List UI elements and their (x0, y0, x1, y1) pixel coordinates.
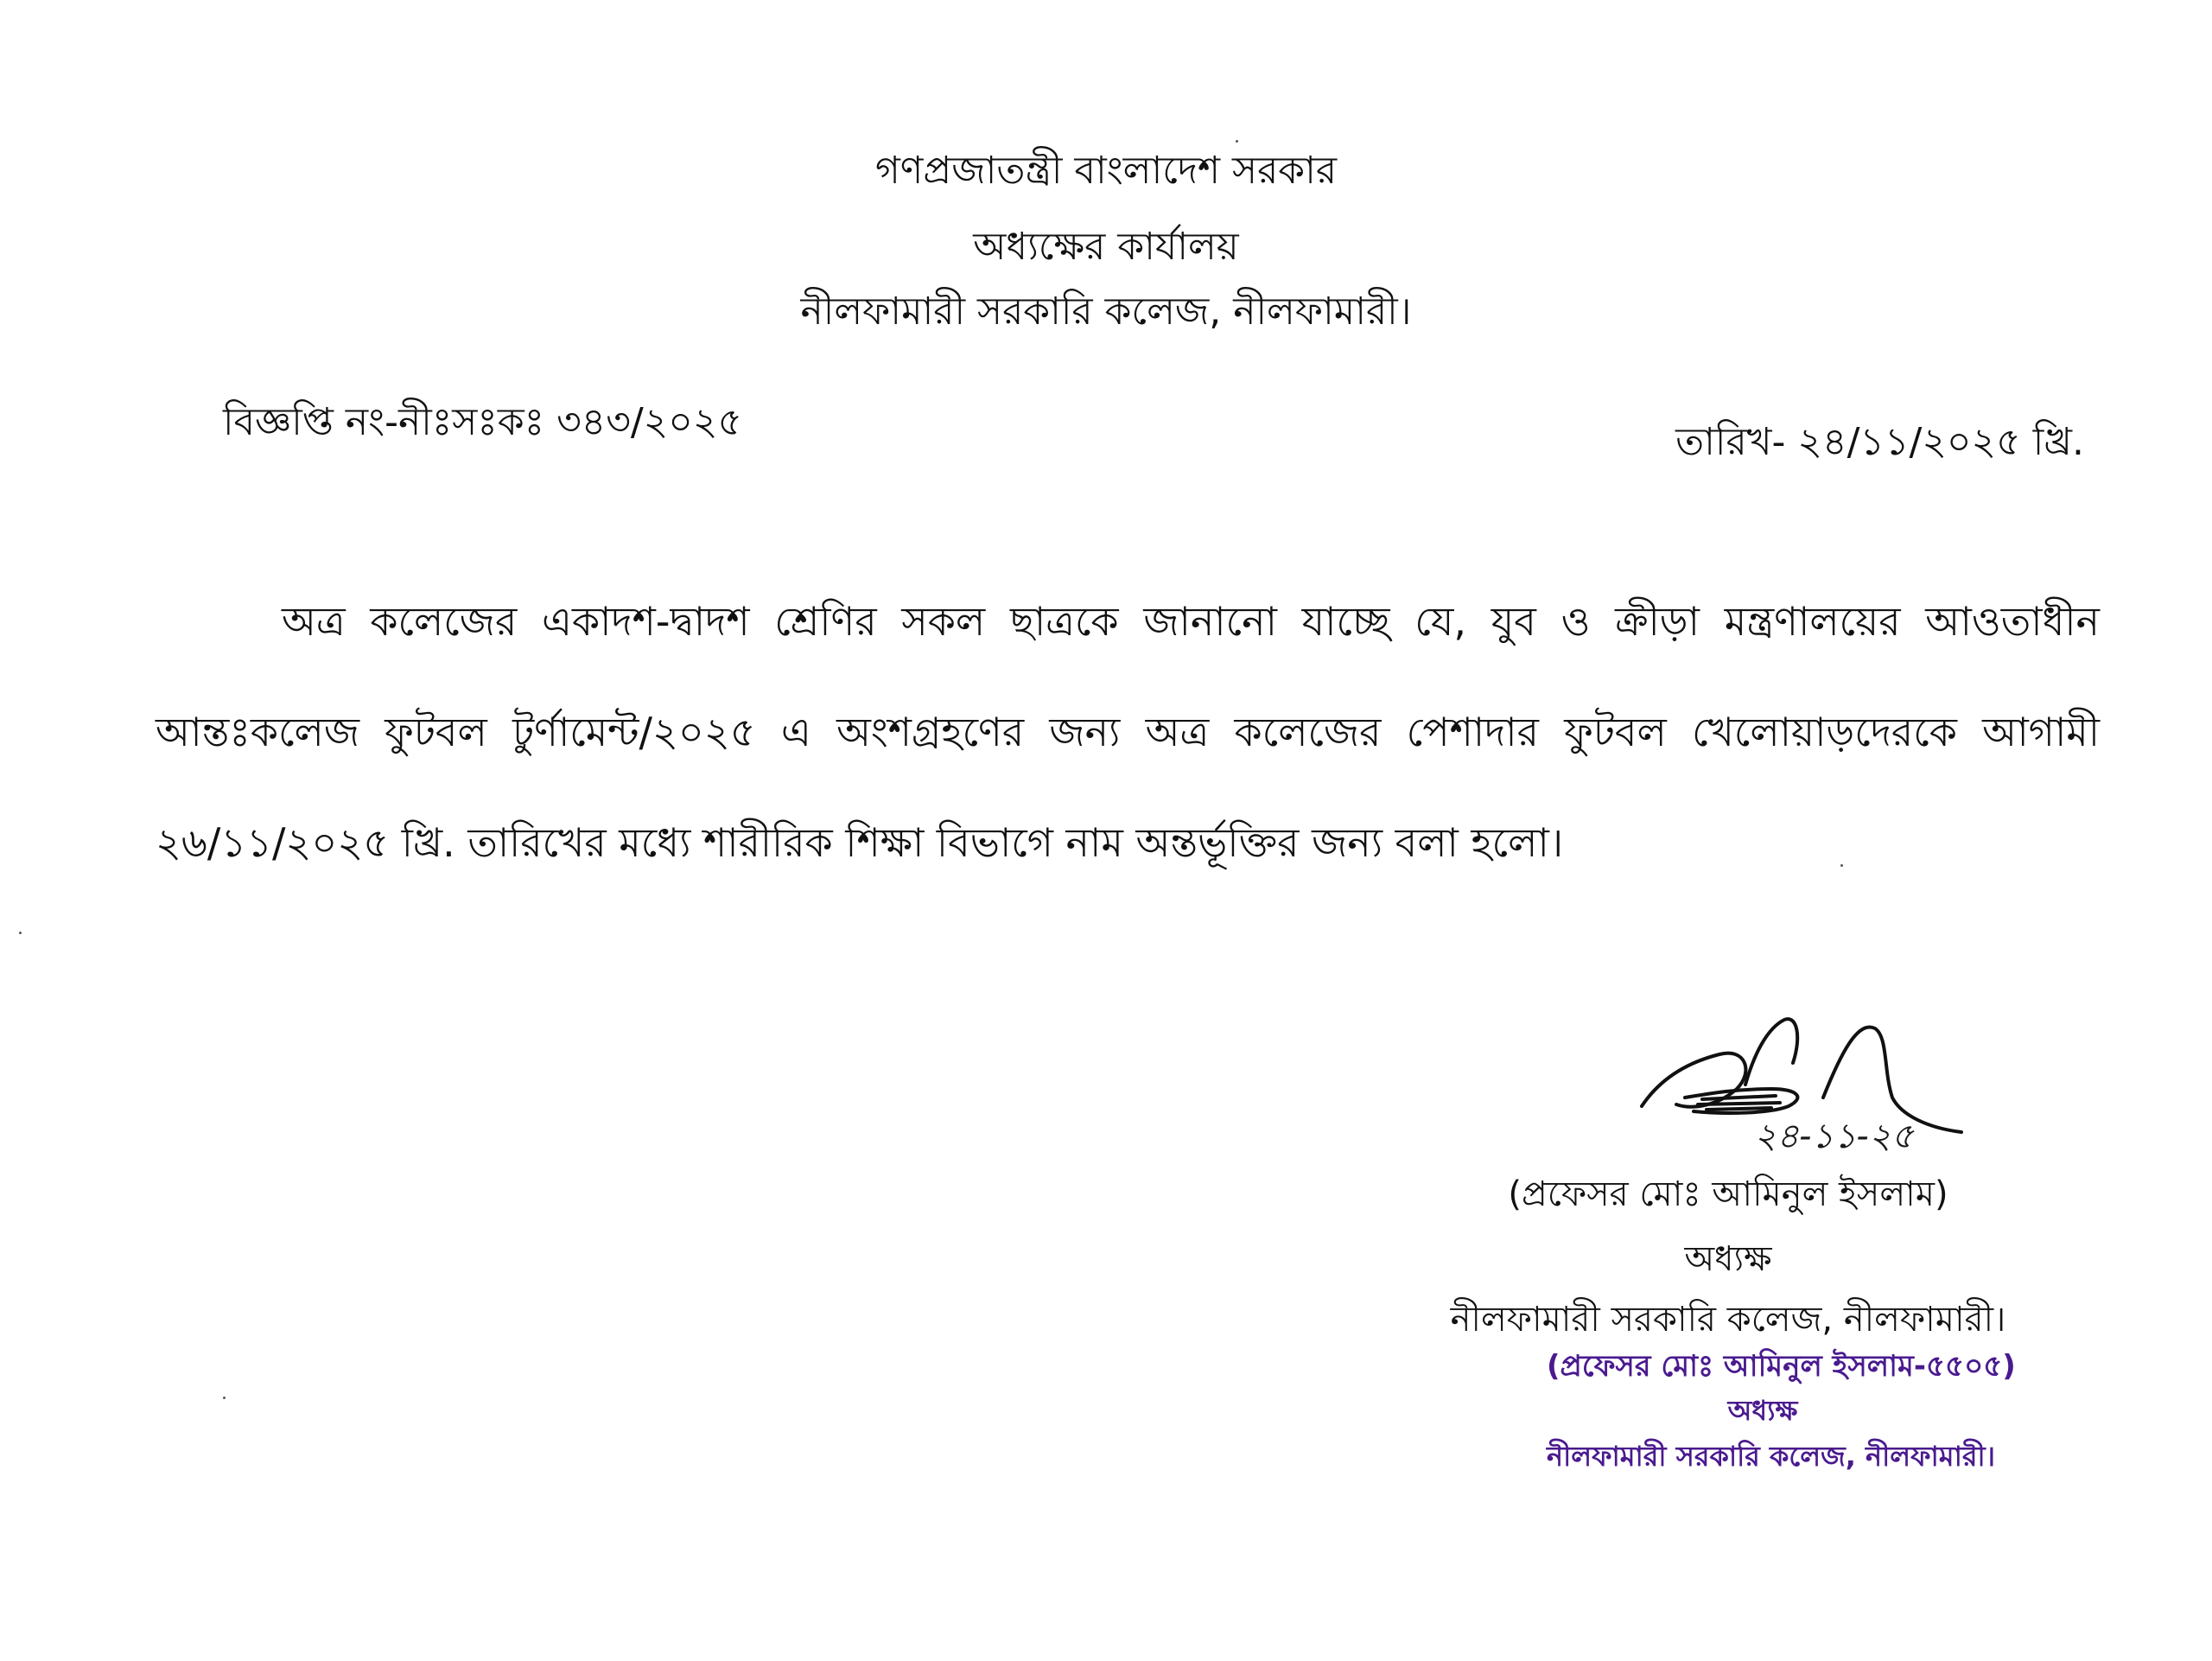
office-title: অধ্যক্ষের কার্যালয় (973, 225, 1239, 269)
memo-date: তারিখ- ২৪/১১/২০২৫ খ্রি. (1675, 420, 2084, 464)
notice-body: অত্র কলেজের একাদশ-দ্বাদশ শ্রেণির সকল ছাত্রকে জানানো যাচ্ছে যে, যুব ও ক্রীড়া মন্ত্রণালয়ের আওতাধীন আন্তঃকলেজ ফুটবল টুর্ণামেন্ট/২০২৫ এ অংশগ্রহণের জন্য অত্র কলেজের পেশাদার ফুটবল খেলোয়াড়দেরকে আগামী ২৬/১১/২০২৫ খ্রি. তারিখের মধ্যে শারীরিক শিক্ষা বিভাগে নাম অন্তর্ভূক্তির জন্য বলা হলো। (156, 598, 2100, 866)
signatory-institution: নীলফামারী সরকারি কলেজ, নীলফামারী। (1450, 1300, 2006, 1340)
government-title: গণপ্রজাতন্ত্রী বাংলাদেশ সরকার (874, 149, 1338, 193)
college-title: নীলফামারী সরকারি কলেজ, নীলফামারী। (800, 290, 1412, 334)
seal-institution: নীলফামারী সরকারি কলেজ, নীলফামারী। (1547, 1440, 1996, 1473)
scan-speck (1840, 864, 1843, 867)
signature-date: ২৪-১১-২৫ (1754, 1117, 1914, 1156)
scan-speck (19, 932, 22, 934)
signatory-name: (প্রফেসর মোঃ আমিনুল ইসলাম) (1508, 1174, 1948, 1214)
scan-speck (1236, 140, 1238, 143)
seal-name: (প্রফেসর মোঃ আমিনুল ইসলাম-৫৫০৫) (1547, 1349, 2016, 1384)
memo-number: বিজ্ঞপ্তি নং-নীঃসঃকঃ ৩৪৩/২০২৫ (223, 400, 743, 444)
signatory-title: অধ্যক্ষ (1684, 1239, 1772, 1279)
seal-title: অধ্যক্ষ (1727, 1394, 1798, 1427)
scan-speck (223, 1397, 226, 1399)
